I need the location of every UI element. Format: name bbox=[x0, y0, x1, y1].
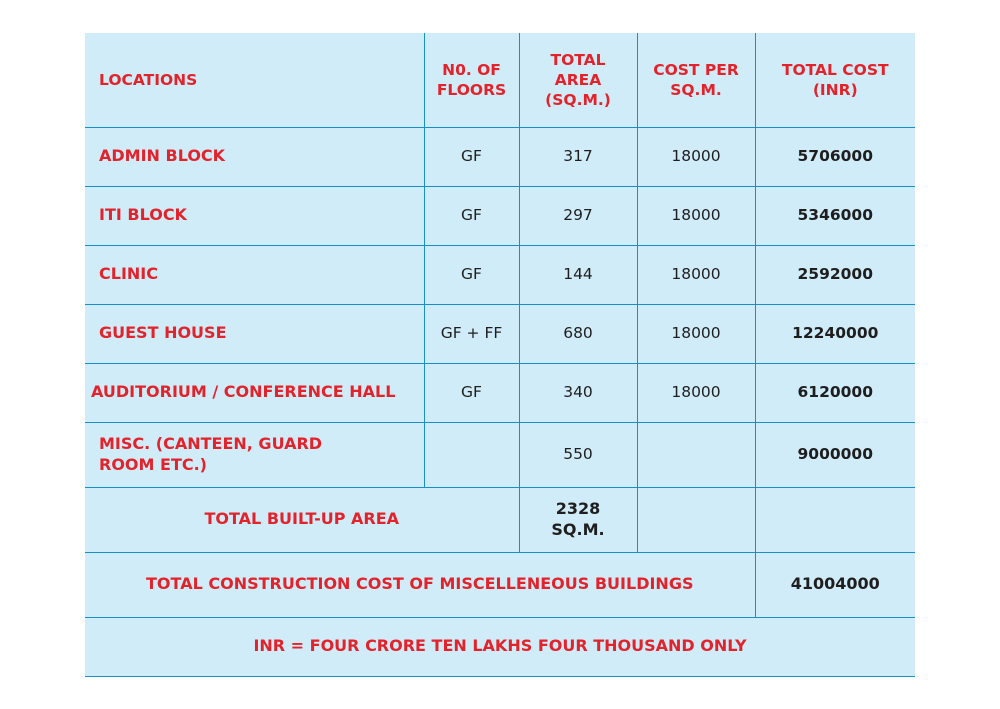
location-cell: GUEST HOUSE bbox=[85, 304, 424, 363]
table-row bbox=[85, 363, 915, 422]
cost-cell: 9000000 bbox=[755, 422, 915, 487]
area-cell: 340 bbox=[519, 363, 637, 422]
location-cell: ADMIN BLOCK bbox=[85, 127, 424, 186]
area-cell: 144 bbox=[519, 245, 637, 304]
floors-cell: GF + FF bbox=[424, 304, 519, 363]
header-cost-per-sqm bbox=[637, 33, 755, 127]
header-floors bbox=[424, 33, 519, 127]
cost-table bbox=[85, 33, 915, 677]
table-row bbox=[85, 245, 915, 304]
empty-cell bbox=[637, 487, 755, 552]
header-cost-line2: (INR) bbox=[812, 80, 858, 99]
header-area-line2: AREA bbox=[554, 70, 602, 89]
header-rate-line1: COST PER bbox=[653, 60, 739, 79]
floors-cell: GF bbox=[424, 363, 519, 422]
rate-cell: 18000 bbox=[637, 304, 755, 363]
header-cost-line1: TOTAL COST bbox=[781, 60, 889, 79]
cost-cell: 6120000 bbox=[755, 363, 915, 422]
header-total-area bbox=[519, 33, 637, 127]
header-area-line3: (SQ.M.) bbox=[545, 90, 611, 109]
location-cell: ITI BLOCK bbox=[85, 186, 424, 245]
area-cell: 317 bbox=[519, 127, 637, 186]
header-total-cost bbox=[755, 33, 915, 127]
area-cell: 550 bbox=[519, 422, 637, 487]
grand-total-value: 41004000 bbox=[755, 552, 915, 617]
location-cell bbox=[85, 422, 424, 487]
built-up-area-number: 2328 bbox=[555, 498, 601, 518]
cost-cell: 12240000 bbox=[755, 304, 915, 363]
floors-cell: GF bbox=[424, 127, 519, 186]
built-up-area-value bbox=[519, 487, 637, 552]
empty-cell bbox=[755, 487, 915, 552]
table-row bbox=[85, 127, 915, 186]
grand-total-row bbox=[85, 552, 915, 617]
misc-location-line2: ROOM ETC.) bbox=[99, 454, 207, 474]
built-up-area-unit: SQ.M. bbox=[551, 519, 605, 539]
amount-in-words: INR = FOUR CRORE TEN LAKHS FOUR THOUSAND ONLY bbox=[85, 617, 915, 676]
area-cell: 680 bbox=[519, 304, 637, 363]
grand-total-label: TOTAL CONSTRUCTION COST OF MISCELLENEOUS BUILDINGS bbox=[85, 552, 755, 617]
cost-cell: 5346000 bbox=[755, 186, 915, 245]
rate-cell: 18000 bbox=[637, 186, 755, 245]
amount-in-words-row bbox=[85, 617, 915, 676]
header-rate-line2: SQ.M. bbox=[670, 80, 722, 99]
rate-cell: 18000 bbox=[637, 127, 755, 186]
floors-cell: GF bbox=[424, 186, 519, 245]
location-cell: AUDITORIUM / CONFERENCE HALL bbox=[85, 363, 424, 422]
rate-cell: 18000 bbox=[637, 363, 755, 422]
table-row bbox=[85, 186, 915, 245]
table-row-misc bbox=[85, 422, 915, 487]
header-area-line1: TOTAL bbox=[550, 50, 606, 69]
misc-location-line1: MISC. (CANTEEN, GUARD bbox=[99, 433, 323, 453]
header-floors-line1: N0. OF bbox=[442, 60, 501, 79]
location-cell: CLINIC bbox=[85, 245, 424, 304]
header-locations: LOCATIONS bbox=[85, 33, 424, 127]
cost-cell: 2592000 bbox=[755, 245, 915, 304]
table-header-row bbox=[85, 33, 915, 127]
area-cell: 297 bbox=[519, 186, 637, 245]
built-up-area-row bbox=[85, 487, 915, 552]
cost-cell: 5706000 bbox=[755, 127, 915, 186]
built-up-area-label: TOTAL BUILT-UP AREA bbox=[85, 487, 519, 552]
floors-cell: GF bbox=[424, 245, 519, 304]
cost-table-panel bbox=[85, 33, 915, 676]
rate-cell bbox=[637, 422, 755, 487]
table-row bbox=[85, 304, 915, 363]
rate-cell: 18000 bbox=[637, 245, 755, 304]
floors-cell bbox=[424, 422, 519, 487]
header-floors-line2: FLOORS bbox=[436, 80, 507, 99]
